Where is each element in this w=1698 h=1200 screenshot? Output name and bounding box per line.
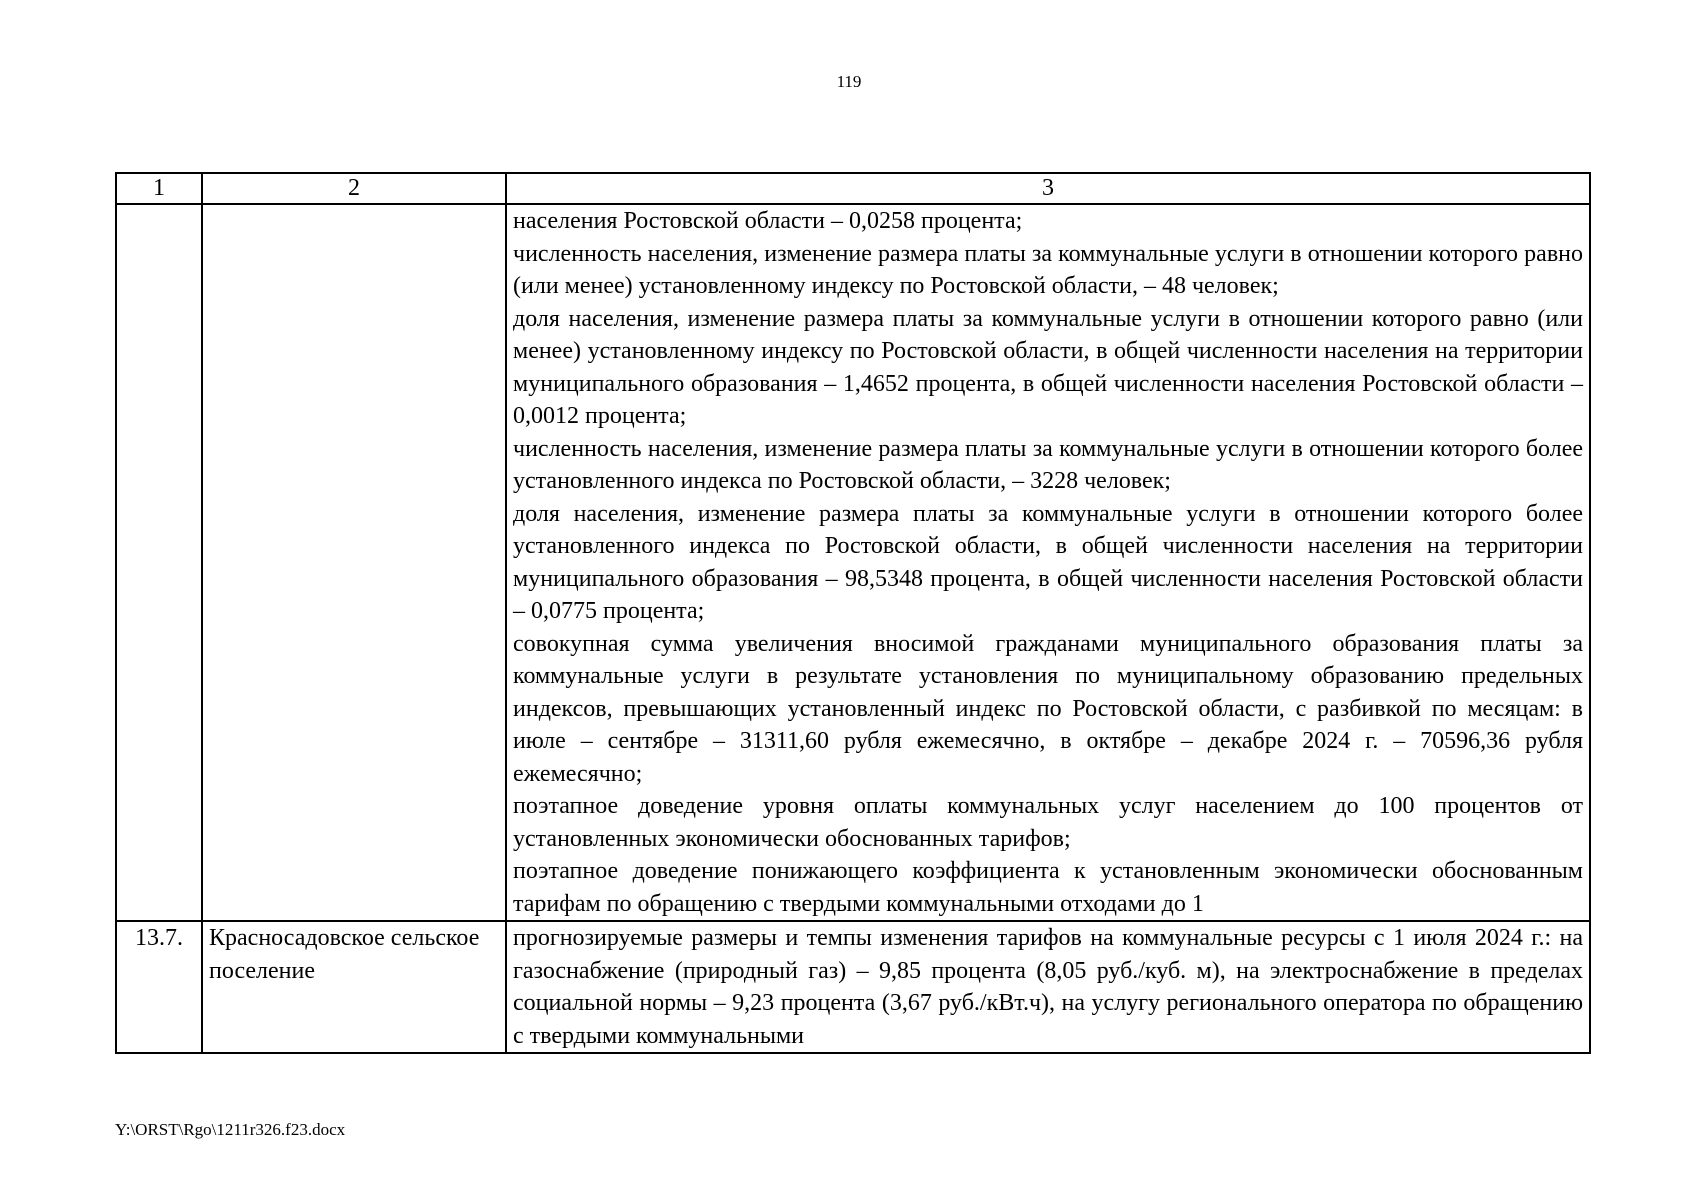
document-file-path: Y:\ORST\Rgo\1211r326.f23.docx bbox=[115, 1120, 346, 1139]
indicator-paragraph: численность населения, изменение размера платы за коммунальные услуги в отношении которого равно (или менее) установленному индексу по Ростовской области, – 48 человек; bbox=[513, 240, 1583, 299]
indicator-paragraph: численность населения, изменение размера платы за коммунальные услуги в отношении которого более установленного индекса по Ростовской области, – 3228 человек; bbox=[513, 435, 1583, 494]
municipality-name-cell bbox=[202, 204, 506, 921]
table-row-13-7 bbox=[116, 921, 1590, 1053]
row-number-cell: 13.7. bbox=[116, 921, 202, 1053]
indicator-paragraph: поэтапное доведение понижающего коэффициента к установленным экономически обоснованным тарифам по обращению с твердыми коммунальными отходами до 1 bbox=[513, 858, 1583, 917]
indicator-paragraph: прогнозируемые размеры и темпы изменения тарифов на коммунальные ресурсы с 1 июля 2024 г.: на газоснабжение (природный газ) – 9,85 процента (8,05 руб./куб. м), на электроснабжение в пределах социальной нормы – 9,23 процента (3,67 руб./кВт.ч), на услугу регионального оператора по обращению с твердыми коммунальными bbox=[513, 925, 1583, 1049]
table-header-row bbox=[116, 173, 1590, 204]
table-row-continuation bbox=[116, 204, 1590, 921]
indicator-paragraph: доля населения, изменение размера платы за коммунальные услуги в отношении которого равно (или менее) установленному индексу по Ростовской области, в общей численности населения на территории муниципального образования – 1,4652 процента, в общей численности населения Ростовской области – 0,0012 процента; bbox=[513, 305, 1583, 429]
indicators-cell bbox=[506, 204, 1590, 921]
municipality-name-cell: Красносадовское сельское поселение bbox=[202, 921, 506, 1053]
page-number: 119 bbox=[836, 72, 862, 91]
column-header-3: 3 bbox=[506, 173, 1590, 204]
row-number-cell bbox=[116, 204, 202, 921]
document-table bbox=[115, 172, 1591, 1054]
column-header-2: 2 bbox=[202, 173, 506, 204]
indicator-paragraph: поэтапное доведение уровня оплаты коммунальных услуг населением до 100 процентов от установленных экономически обоснованных тарифов; bbox=[513, 793, 1583, 852]
indicator-paragraph: доля населения, изменение размера платы за коммунальные услуги в отношении которого более установленного индекса по Ростовской области, в общей численности населения на территории муниципального образования – 98,5348 процента, в общей численности населения Ростовской области – 0,0775 процента; bbox=[513, 500, 1583, 624]
column-header-1: 1 bbox=[116, 173, 202, 204]
indicator-paragraph: населения Ростовской области – 0,0258 процента; bbox=[513, 208, 1023, 234]
indicators-cell bbox=[506, 921, 1590, 1053]
indicator-paragraph: совокупная сумма увеличения вносимой гражданами муниципального образования платы за коммунальные услуги в результате установления по муниципальному образованию предельных индексов, превышающих установленный индекс по Ростовской области, с разбивкой по месяцам: в июле – сентябре – 31311,60 рубля ежемесячно, в октябре – декабре 2024 г. – 70596,36 рубля ежемесячно; bbox=[513, 630, 1583, 787]
